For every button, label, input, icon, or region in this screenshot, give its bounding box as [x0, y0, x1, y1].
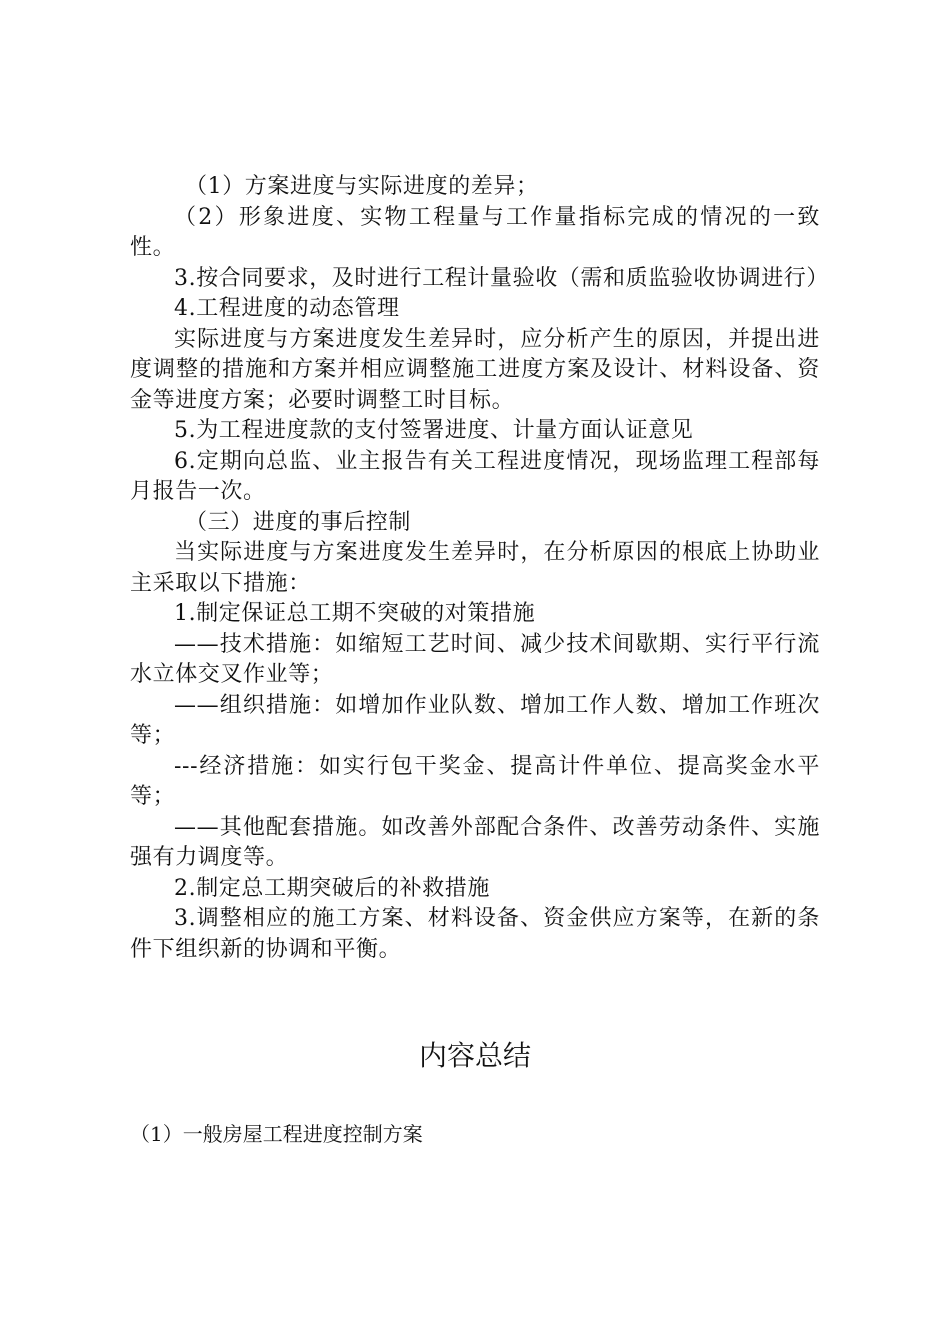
list-item: ---经济措施：如实行包干奖金、提高计件单位、提高奖金水平等；: [130, 753, 820, 809]
paragraph: 实际进度与方案进度发生差异时，应分析产生的原因，并提出进度调整的措施和方案并相应调整施工进度方案及设计、材料设备、资金等进度方案；必要时调整工时目标。: [130, 326, 820, 413]
summary-title: 内容总结: [418, 1039, 531, 1072]
paragraph: （2）形象进度、实物工程量与工作量指标完成的情况的一致性。: [130, 204, 820, 260]
paragraph: 5.为工程进度款的支付签署进度、计量方面认证意见: [174, 418, 694, 443]
summary-item: （1）一般房屋工程进度控制方案: [130, 1122, 423, 1146]
paragraph: 1.制定保证总工期不突破的对策措施: [174, 601, 536, 626]
list-item: ——组织措施：如增加作业队数、增加工作人数、增加工作班次等；: [130, 692, 820, 748]
paragraph: 2.制定总工期突破后的补救措施: [174, 875, 490, 901]
paragraph: 4.工程进度的动态管理: [174, 296, 400, 321]
list-item: ——其他配套措施。如改善外部配合条件、改善劳动条件、实施强有力调度等。: [130, 814, 820, 870]
section-heading: （三）进度的事后控制: [185, 509, 412, 535]
paragraph: 6.定期向总监、业主报告有关工程进度情况，现场监理工程部每月报告一次。: [130, 448, 820, 504]
document-body: [130, 172, 829, 965]
paragraph: 3.调整相应的施工方案、材料设备、资金供应方案等，在新的条件下组织新的协调和平衡。: [130, 906, 820, 962]
paragraph: 3.按合同要求，及时进行工程计量验收（需和质监验收协调进行）: [174, 265, 829, 291]
list-item: ——技术措施：如缩短工艺时间、减少技术间歇期、实行平行流水立体交叉作业等；: [130, 631, 820, 687]
paragraph: 当实际进度与方案进度发生差异时，在分析原因的根底上协助业主采取以下措施：: [130, 540, 820, 596]
paragraph: （1）方案进度与实际进度的差异；: [185, 174, 539, 199]
